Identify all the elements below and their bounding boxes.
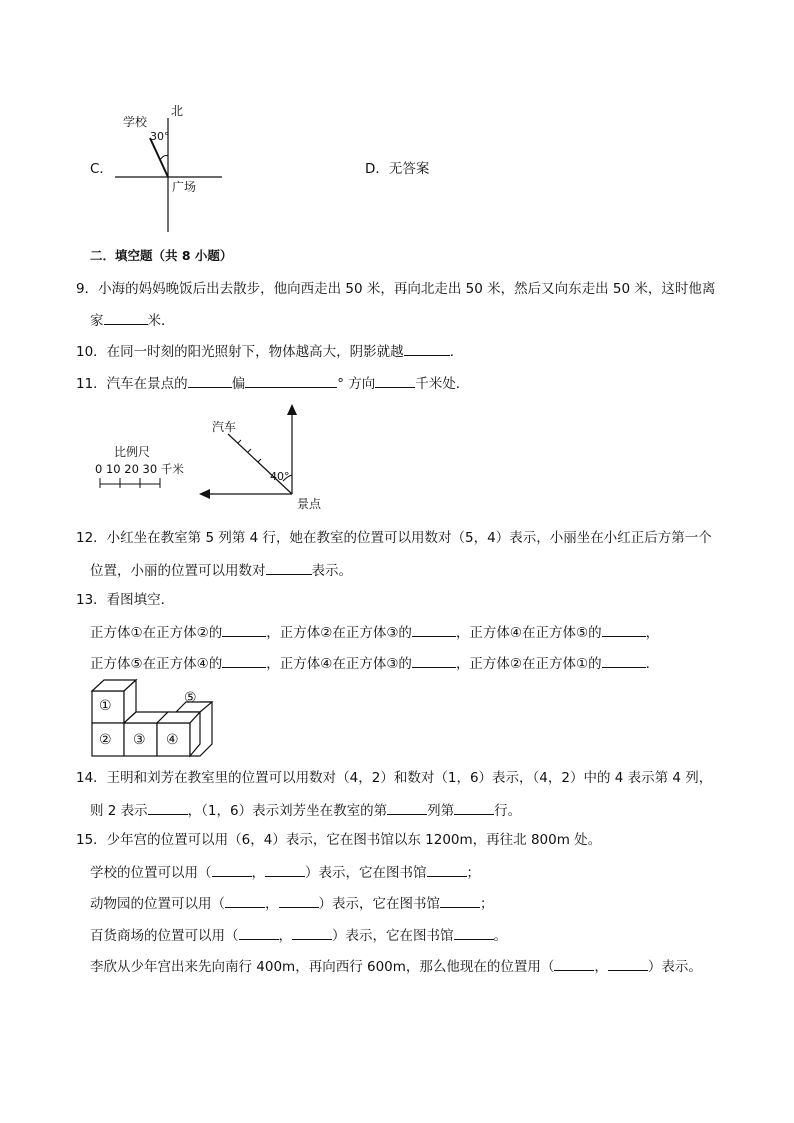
q11: 11．汽车在景点的 偏 ° 方向 千米处． [76, 376, 470, 392]
q10: 10．在同一时刻的阳光照射下，物体越高大，阴影就越 ． [76, 344, 464, 360]
square-label: 广场 [172, 180, 197, 194]
q15-mall-dir[interactable] [454, 926, 494, 940]
q14-blank-3[interactable] [454, 801, 494, 815]
q15-lixin-y[interactable] [608, 957, 648, 971]
q15-lixin: 李欣从少年宫出来先向南行 400m，再向西行 600m，那么他现在的位置用（ ， ）表示。 [90, 959, 702, 975]
cube-2-label: ② [99, 732, 112, 748]
q15-mall-y[interactable] [292, 926, 332, 940]
q9-line2: 家 米． [90, 313, 175, 329]
q12-line2: 位置，小丽的位置可以用数对 表示。 [90, 563, 352, 579]
q14-line1: 14．王明和刘芳在教室里的位置可以用数对（4，2）和数对（1，6）表示，（4，2）中的 4 表示第 4 列， [76, 770, 713, 786]
spot-label: 景点 [297, 497, 322, 511]
section-title: 二．填空题（共 8 小题） [90, 248, 233, 263]
angle-40-label: 40° [270, 470, 290, 483]
q15-zoo: 动物园的位置可以用（ ， ）表示，它在图书馆 ； [90, 896, 494, 912]
option-d: D．无答案 [365, 161, 430, 177]
q15-mall-x[interactable] [239, 926, 279, 940]
q15-zoo-dir[interactable] [440, 894, 480, 908]
q13-title: 13．看图填空． [76, 592, 175, 608]
q15-school: 学校的位置可以用（ ， ）表示，它在图书馆 ； [90, 865, 480, 881]
q15-school-y[interactable] [265, 863, 305, 877]
q15-zoo-y[interactable] [279, 894, 319, 908]
scale-ticks: 0 10 20 30 千米 [95, 462, 184, 476]
q15-line1: 15．少年宫的位置可以用（6，4）表示，它在图书馆以东 1200m，再往北 800m 处。 [76, 832, 602, 848]
q14-line2: 则 2 表示 ，（1，6）表示刘芳坐在教室的第 列第 行。 [90, 803, 522, 819]
car-label: 汽车 [212, 420, 237, 434]
angle-30-label: 30° [150, 130, 170, 143]
q15-zoo-x[interactable] [225, 894, 265, 908]
q13-row2: 正方体⑤在正方体④的 ，正方体④在正方体③的 ，正方体②在正方体①的 ． [90, 656, 660, 672]
cube-1-label: ① [99, 698, 112, 714]
cube-3-label: ③ [133, 732, 146, 748]
scale-title: 比例尺 [114, 445, 151, 459]
q9-line1: 9．小海的妈妈晚饭后出去散步，他向西走出 50 米，再向北走出 50 米，然后又向东走出 50 米，这时他离 [76, 281, 716, 297]
cube-5-label: ⑤ [184, 690, 197, 706]
north-label: 北 [171, 104, 184, 118]
q15-school-x[interactable] [212, 863, 252, 877]
school-label: 学校 [123, 115, 148, 129]
cube-4-label: ④ [166, 732, 179, 748]
q14-blank-2[interactable] [387, 801, 427, 815]
q15-lixin-x[interactable] [554, 957, 594, 971]
q15-school-dir[interactable] [427, 863, 467, 877]
q14-blank-1[interactable] [148, 801, 188, 815]
q15-mall: 百货商场的位置可以用（ ， ）表示，它在图书馆 。 [90, 928, 507, 944]
q12-line1: 12．小红坐在教室第 5 列第 4 行，她在教室的位置可以用数对（5，4）表示，小丽坐在小红正后方第一个 [76, 530, 712, 546]
option-c-letter: C． [90, 161, 113, 177]
q13-row1: 正方体①在正方体②的 ，正方体②在正方体③的 ，正方体④在正方体⑤的 ， [90, 625, 660, 641]
